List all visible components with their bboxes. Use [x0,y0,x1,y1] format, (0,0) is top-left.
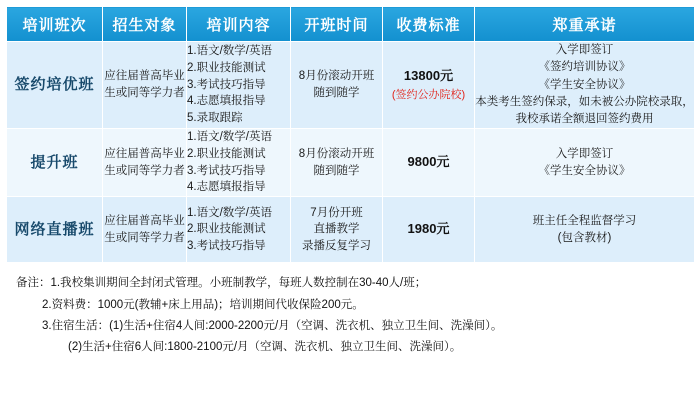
column-header-target: 招生对象 [103,7,187,42]
content-item: 4.志愿填报指导 [187,181,266,194]
cell-fee [383,129,475,197]
cell-start-time [291,197,383,263]
table-row [7,129,695,197]
cell-promise [475,197,695,263]
time-line: 8月份滚动开班 [298,148,375,161]
target-line-2: 生或同等学力者 [104,87,185,100]
footnote-line-2: 2.资料费：1000元(教辅+床上用品)；培训期间代收保险200元。 [42,298,364,311]
table-row [7,42,695,129]
fee-note: (签约公办院校) [391,88,466,101]
cell-fee [383,42,475,129]
time-line: 随到随学 [313,87,360,100]
time-line: 直播教学 [313,223,360,236]
content-item: 2.职业技能测试 [187,62,266,75]
training-program-table [6,6,695,263]
content-item: 2.职业技能测试 [187,148,266,161]
content-item: 4.志愿填报指导 [187,95,266,108]
footnote-line-1: 备注：1.我校集训期间全封闭式管理。小班制教学，每班人数控制在30-40人/班； [16,277,427,290]
target-line-1: 应往届普高毕业 [104,70,185,83]
content-item: 5.录取跟踪 [187,112,243,125]
promise-line: 我校承诺全额退回签约费用 [515,113,654,125]
content-item: 3.考试技巧指导 [187,164,266,177]
fee-amount: 9800元 [407,154,450,170]
cell-promise [475,129,695,197]
cell-target [103,129,187,197]
content-item: 1.语文/数学/英语 [187,131,272,144]
time-line: 8月份滚动开班 [298,70,375,83]
footnotes [16,273,690,358]
cell-fee [383,197,475,263]
promise-line: (包含教材) [557,231,612,244]
promise-line: 班主任全程监督学习 [532,214,637,227]
cell-content [187,129,291,197]
column-header-start-time: 开班时间 [291,7,383,42]
cell-content [187,42,291,129]
time-line: 7月份开班 [310,206,363,219]
content-item: 3.考试技巧指导 [187,78,266,91]
fee-amount: 13800元 [403,67,454,83]
time-line: 随到随学 [313,164,360,177]
content-item: 1.语文/数学/英语 [187,206,272,219]
footnote-line-4: (2)生活+住宿6人间:1800-2100元/月（空调、洗衣机、独立卫生间、洗澡间）。 [68,341,462,354]
target-line-1: 应往届普高毕业 [104,215,185,228]
promise-line: 《签约培训协议》 [538,61,631,74]
target-line-2: 生或同等学力者 [104,231,185,244]
promise-line: 《学生安全协议》 [538,164,631,177]
table-header-row [7,7,695,42]
promise-line: 本类考生签约保录，如未被公办院校录取， [475,95,694,108]
promise-line: 《学生安全协议》 [538,78,631,91]
table-header [7,7,695,42]
column-header-class: 培训班次 [7,7,103,42]
target-line-1: 应往届普高毕业 [104,148,185,161]
content-item: 3.考试技巧指导 [187,240,266,253]
promise-line: 入学即签订 [555,147,614,160]
cell-class-name: 签约培优班 [7,42,103,129]
column-header-content: 培训内容 [187,7,291,42]
content-item: 2.职业技能测试 [187,223,266,236]
promise-line: 入学即签订 [555,44,614,56]
column-header-fee: 收费标准 [383,7,475,42]
cell-target [103,42,187,129]
cell-start-time [291,129,383,197]
cell-content [187,197,291,263]
cell-start-time [291,42,383,129]
cell-class-name: 提升班 [7,129,103,197]
cell-class-name: 网络直播班 [7,197,103,263]
table-body [7,42,695,263]
footnote-line-3: 3.住宿生活：(1)生活+住宿4人间:2000-2200元/月（空调、洗衣机、独立卫生间、洗澡间）。 [42,319,503,332]
time-line: 录播反复学习 [302,240,371,253]
cell-promise [475,42,695,129]
target-line-2: 生或同等学力者 [104,164,185,177]
column-header-promise: 郑重承诺 [475,7,695,42]
table-row [7,197,695,263]
fee-amount: 1980元 [407,221,450,237]
content-item: 1.语文/数学/英语 [187,45,272,58]
cell-target [103,197,187,263]
